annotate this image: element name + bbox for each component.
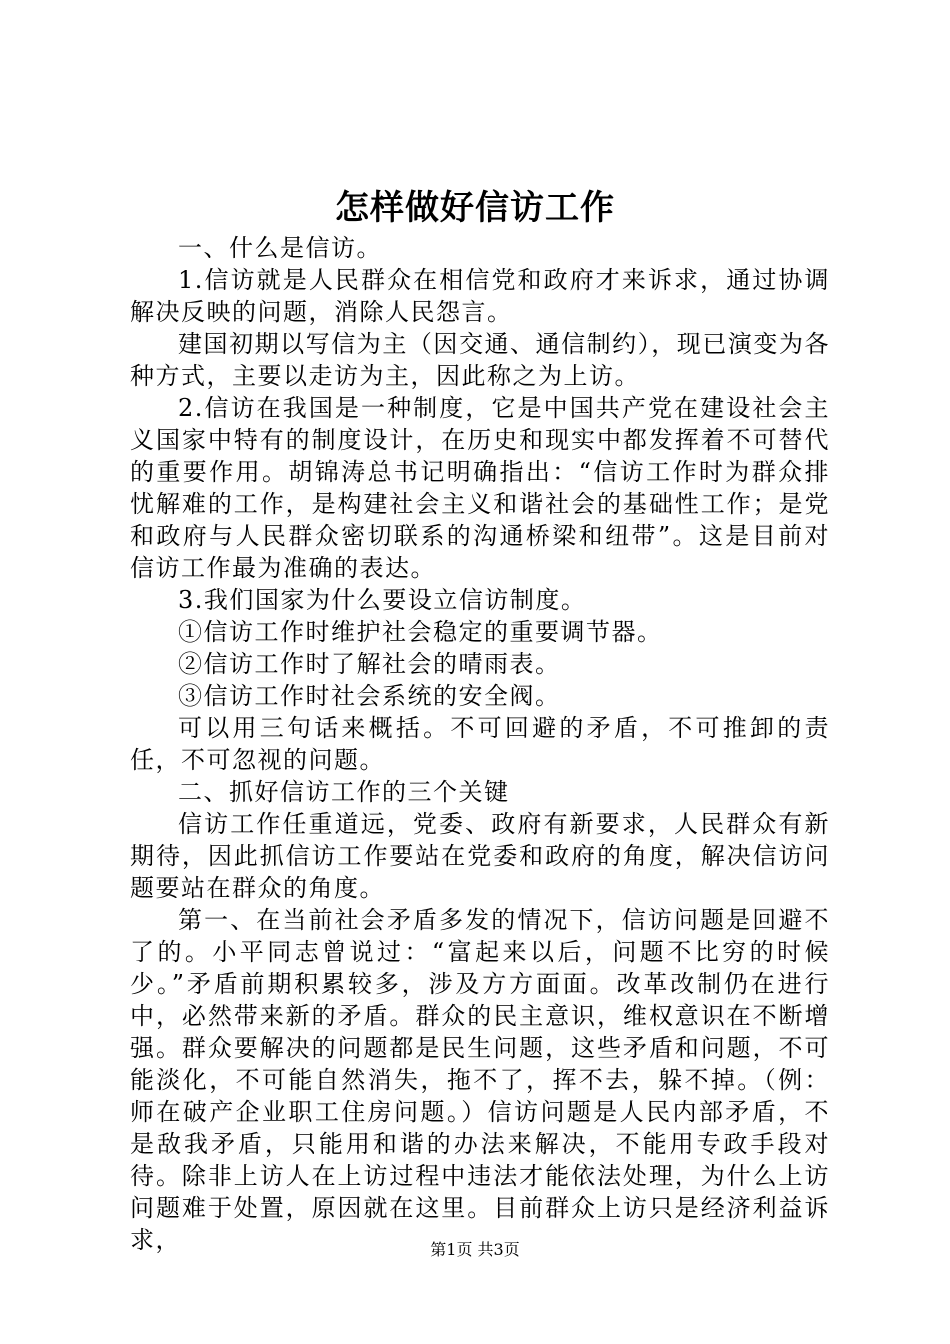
page-footer: 第1页 共3页 — [430, 1240, 520, 1259]
paragraph: ②信访工作时了解社会的晴雨表。 — [178, 650, 561, 678]
document-title: 怎样做好信访工作 — [335, 188, 615, 228]
paragraph: 第一、在当前社会矛盾多发的情况下，信访问题是回避不了的。小平同志曾说过：“富起来以后，问题不比穷的时候少。”矛盾前期积累较多，涉及方方面面。改革改制仍在进行中，必然带来新的矛盾。群众的民主意识，维权意识在不断增强。群众要解决的问题都是民生问题，这些矛盾和问题，不可能淡化，不可能自然消失，拖不了，挥不去，躲不掉。（例：师在破产企业职工住房问题。）信访问题是人民内部矛盾，不是敌我矛盾，只能用和谐的办法来解决，不能用专政手段对待。除非上访人在上访过程中违法才能依法处理，为什么上访问题难于处置，原因就在这里。目前群众上访只是经济利益诉求， — [130, 906, 830, 1254]
paragraph: 建国初期以写信为主（因交通、通信制约），现已演变为各种方式，主要以走访为主，因此称之为上访。 — [130, 330, 830, 390]
paragraph: ①信访工作时维护社会稳定的重要调节器。 — [178, 618, 663, 646]
paragraph: 2.信访在我国是一种制度，它是中国共产党在建设社会主义国家中特有的制度设计，在历史和现实中都发挥着不可替代的重要作用。胡锦涛总书记明确指出：“信访工作时为群众排忧解难的工作，是构建社会主义和谐社会的基础性工作；是党和政府与人民群众密切联系的沟通桥梁和纽带”。这是目前对信访工作最为准确的表达。 — [130, 394, 830, 582]
document-body — [130, 232, 830, 1256]
paragraph: ③信访工作时社会系统的安全阀。 — [178, 682, 561, 710]
paragraph: 1.信访就是人民群众在相信党和政府才来诉求，通过协调解决反映的问题，消除人民怨言。 — [130, 266, 830, 326]
paragraph: 二、抓好信访工作的三个关键 — [178, 778, 510, 806]
paragraph: 3.我们国家为什么要设立信访制度。 — [178, 586, 587, 614]
paragraph: 可以用三句话来概括。不可回避的矛盾，不可推卸的责任，不可忽视的问题。 — [130, 714, 830, 774]
paragraph: 一、什么是信访。 — [178, 234, 382, 262]
paragraph: 信访工作任重道远，党委、政府有新要求，人民群众有新期待，因此抓信访工作要站在党委和政府的角度，解决信访问题要站在群众的角度。 — [130, 810, 830, 902]
